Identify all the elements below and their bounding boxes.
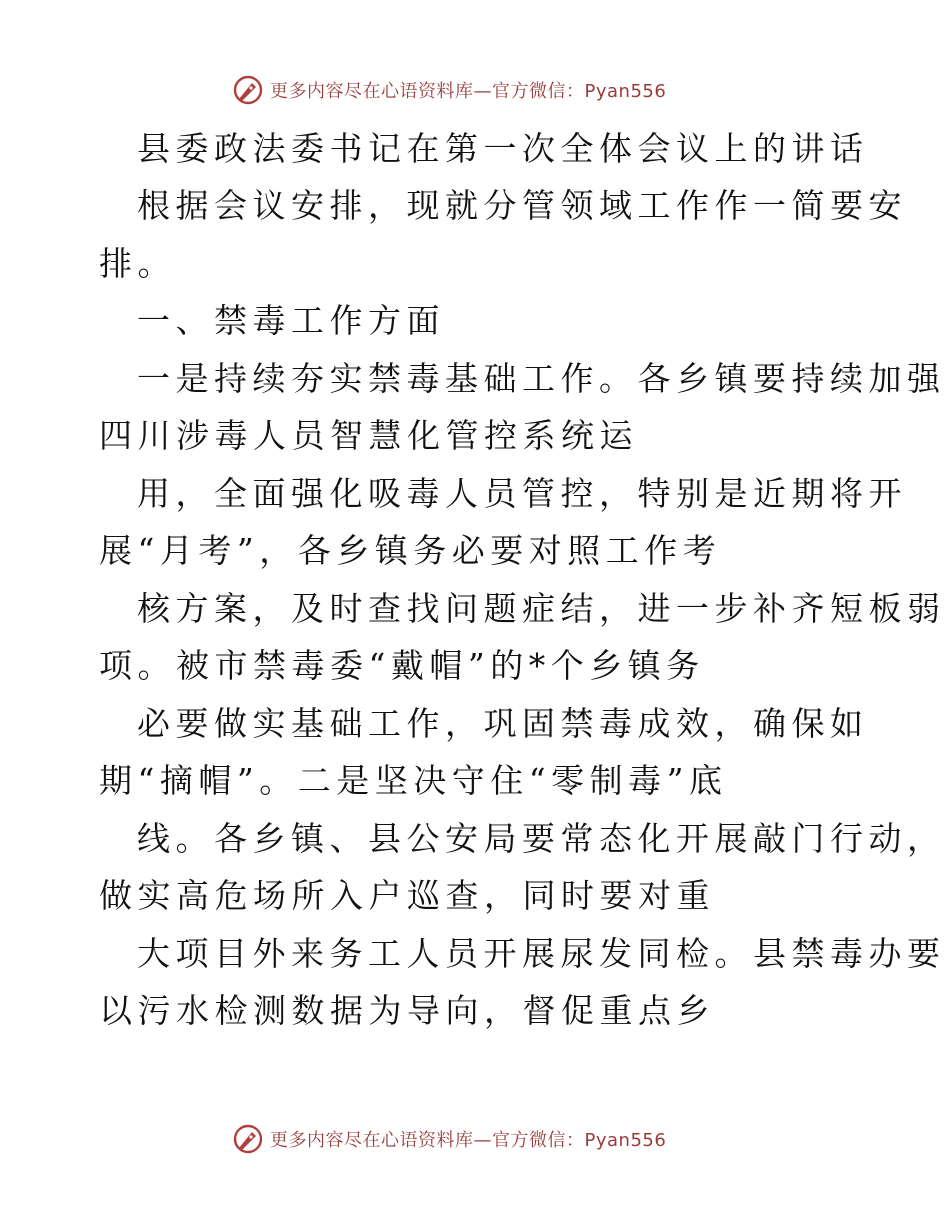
paragraph-line: 线。各乡镇、县公安局要常态化开展敲门行动，	[137, 819, 946, 858]
pen-nib-circle-icon	[232, 74, 264, 106]
header-banner-text: 更多内容尽在心语资料库—官方微信：Pyan556	[270, 81, 667, 102]
paragraph-line: 做实高危场所入户巡查，同时要对重	[99, 876, 715, 915]
header-banner	[232, 73, 666, 107]
paragraph-line: 核方案，及时查找问题症结，进一步补齐短板弱	[137, 589, 946, 628]
paragraph-line: 期“摘帽”。二是坚决守住“零制毒”底	[99, 761, 728, 800]
paragraph-line: 根据会议安排，现就分管领域工作作一简要安	[137, 186, 907, 225]
pen-nib-circle-icon	[232, 1123, 264, 1155]
paragraph-line: 用，全面强化吸毒人员管控，特别是近期将开	[137, 474, 907, 513]
paragraph-line: 四川涉毒人员智慧化管控系统运	[99, 416, 638, 455]
paragraph-line: 大项目外来务工人员开展尿发同检。县禁毒办要	[137, 934, 946, 973]
paragraph-line: 必要做实基础工作，巩固禁毒成效，确保如	[137, 704, 869, 743]
footer-banner	[232, 1122, 666, 1156]
paragraph-line: 一是持续夯实禁毒基础工作。各乡镇要持续加强	[137, 359, 946, 398]
paragraph-line: 排。	[99, 244, 176, 283]
footer-banner-text: 更多内容尽在心语资料库—官方微信：Pyan556	[270, 1130, 667, 1151]
paragraph-line: 展“月考”，各乡镇务必要对照工作考	[99, 531, 722, 570]
section-heading: 一、禁毒工作方面	[137, 301, 445, 340]
paragraph-line: 以污水检测数据为导向，督促重点乡	[99, 991, 715, 1030]
paragraph-line: 项。被市禁毒委“戴帽”的*个乡镇务	[99, 646, 705, 685]
document-title: 县委政法委书记在第一次全体会议上的讲话	[137, 129, 869, 168]
